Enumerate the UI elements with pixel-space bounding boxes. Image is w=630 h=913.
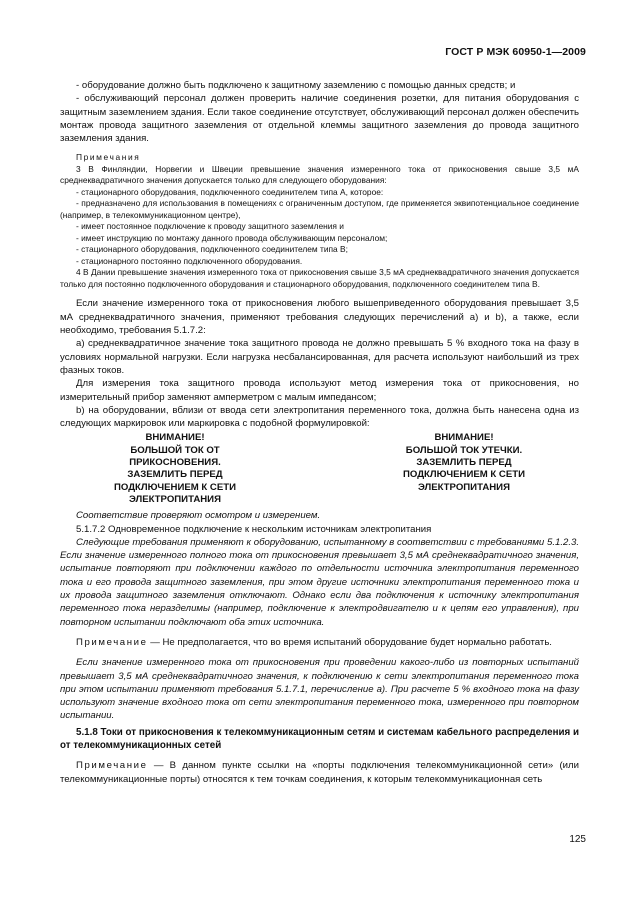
bullet-personnel-check: - обслуживающий персонал должен проверить наличие соединения розетки, для питания оборудования с защитным заземлением здания. Если такое соединение отсутствует, обслуживающий персонал должен обеспечить монтаж провода защитного заземления от отдельной клеммы защитного заземления до провода защитного заземления здания. xyxy=(60,93,579,145)
note-3-item-b: - стационарного оборудования, подключенного соединителем типа В; xyxy=(76,244,348,255)
note-3: 3 В Финляндии, Норвегии и Швеции превышение значения измеренного тока от прикосновения свыше 3,5 мА среднеквадратичного значения допускается только для следующего оборудования: xyxy=(60,163,579,186)
note-3-item-a: - стационарного оборудования, подключенного соединителем типа А, которое: xyxy=(76,186,384,197)
bullet-grounding: - оборудование должно быть подключено к защитному заземлению с помощью данных средств; и xyxy=(76,80,516,91)
paragraph-item-a: a) среднеквадратичное значение тока защитного провода не должно превышать 5 % входного тока на фазу в условиях нормальной нагрузки. Если нагрузка несбалансированная, для расчета используют наибольший из трех фазных токов. xyxy=(60,338,579,376)
sign-line: ЗАЗЕМЛИТЬ ПЕРЕД xyxy=(127,469,223,481)
single-note xyxy=(60,636,579,649)
sign-line: ВНИМАНИЕ! xyxy=(145,432,205,444)
compliance-statement: Соответствие проверяют осмотром и измерением. xyxy=(76,510,321,522)
sign-line: ПОДКЛЮЧЕНИЕМ К СЕТИ xyxy=(113,481,237,493)
sign-line: ЗАЗЕМЛИТЬ ПЕРЕД xyxy=(416,457,512,469)
notes-label: Примечания xyxy=(76,152,141,163)
single-note-text: — Не предполагается, что во время испытаний оборудование будет нормально работать. xyxy=(150,636,552,648)
section-5-1-8-heading: 5.1.8 Токи от прикосновения к телекоммуникационным сетям и системам кабельного распределения и от телекоммуникационных сетей xyxy=(60,726,579,751)
sign-line: ЭЛЕКТРОПИТАНИЯ xyxy=(418,481,510,493)
paragraph-item-b: b) на оборудовании, вблизи от ввода сети электропитания переменного тока, должна быть нанесена одна из следующих маркировок или маркировка с подобной формулировкой: xyxy=(60,404,579,430)
sign-line: ПРИКОСНОВЕНИЯ. xyxy=(129,457,221,469)
note-3-item-a-3: - имеет инструкцию по монтажу данного провода обслуживающим персоналом; xyxy=(76,232,388,243)
sign-line: БОЛЬШОЙ ТОК УТЕЧКИ. xyxy=(405,444,523,456)
italic-requirements-2: Если значение измеренного тока от прикосновения при проведении какого-либо из повторных испытаний превышает 3,5 мА среднеквадратичного значения, к подключению к сети электропитания переменного тока при этом испытании применяют требования 5.1.7.1, перечисление а). При расчете 5 % входного тока на фазу используют значение входного тока от сети электропитания переменного тока, измеренного при повторном испытании. xyxy=(60,657,579,722)
final-note xyxy=(60,759,579,786)
section-5-1-7-2-title: 5.1.7.2 Одновременное подключение к нескольким источникам электропитания xyxy=(76,523,432,535)
warning-signs xyxy=(60,432,579,506)
sign-line: БОЛЬШОЙ ТОК ОТ xyxy=(130,444,220,456)
warning-sign-leakage-current xyxy=(349,432,579,506)
warning-sign-touch-current xyxy=(60,432,290,506)
single-note-label: Примечание xyxy=(76,636,148,648)
final-note-text: — В данном пункте ссылки на «порты подключения телекоммуникационной сети» (или телекоммуникационные порты) относятся к тем точкам соединения, к которым телекоммуникационная сеть xyxy=(60,760,579,785)
sign-line: ВНИМАНИЕ! xyxy=(434,432,494,444)
page-body xyxy=(60,79,579,786)
standard-header: ГОСТ Р МЭК 60950-1—2009 xyxy=(445,46,586,58)
page-number: 125 xyxy=(569,834,586,845)
italic-requirements-1: Следующие требования применяют к оборудованию, испытанному в соответствии с требованиями 5.1.2.3. Если значение измеренного полного тока от прикосновения превышает 3,5 мА среднеквадратичного значения, испытание повторяют при подключении каждого по отдельности источника электропитания переменного тока и его провода защитного заземления, при этом другие источники электропитания переменного тока и их провода защитного заземления отключают. Однако если два подключения к источнику электропитания переменного тока неразделимы (например, подключение к электродвигателю и к цепям его управления), при повторном испытании подключают оба этих источника. xyxy=(60,536,579,628)
note-3-item-a-1: - предназначено для использования в помещениях с ограниченным доступом, где применяется эквипотенциальное соединение (например, в телекоммуникационном центре), xyxy=(60,198,579,220)
paragraph-measurement: Для измерения тока защитного провода используют метод измерения тока от прикосновения, но измерительный прибор заменяют амперметром с малым импедансом; xyxy=(60,378,579,403)
final-note-label: Примечание xyxy=(76,760,148,772)
note-3-item-a-2: - имеет постоянное подключение к проводу защитного заземления и xyxy=(76,221,344,232)
sign-line: ЭЛЕКТРОПИТАНИЯ xyxy=(129,493,221,505)
note-3-item-c: - стационарного постоянно подключенного оборудования. xyxy=(76,255,303,266)
paragraph-exceeds: Если значение измеренного тока от прикосновения любого вышеприведенного оборудования превышает 3,5 мА среднеквадратичного значения, применяют требования следующих перечислений а) и b), а также, если необходимо, требования 5.1.7.2: xyxy=(60,298,579,337)
sign-line: ПОДКЛЮЧЕНИЕМ К СЕТИ xyxy=(402,469,526,481)
note-4: 4 В Дании превышение значения измеренного тока от прикосновения свыше 3,5 мА среднеквадратичного значения допускается только для постоянно подключенного оборудования и стационарного оборудования, подключенного соединителем типа В. xyxy=(60,267,579,289)
